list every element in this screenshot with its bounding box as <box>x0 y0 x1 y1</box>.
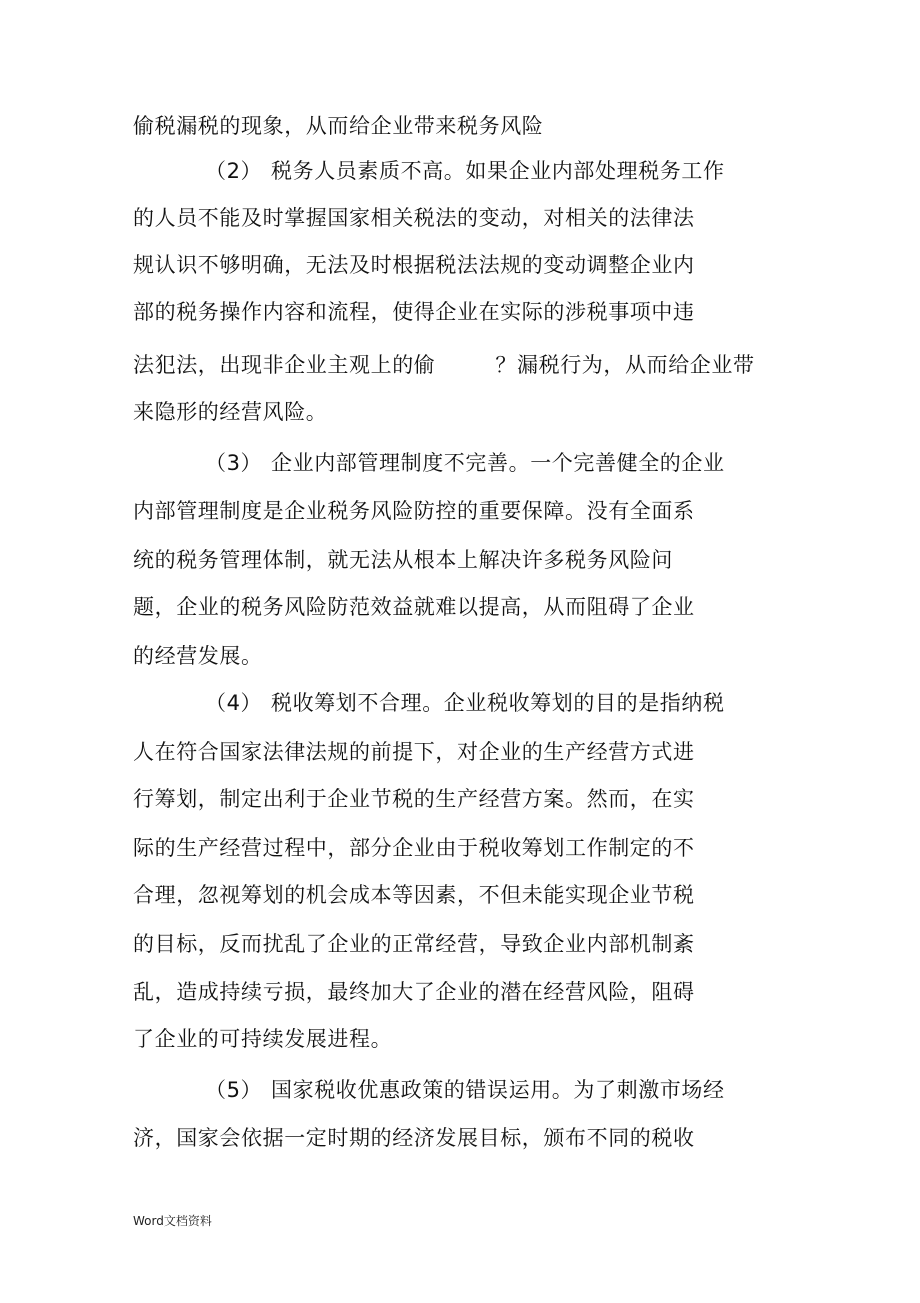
text-segment: 税务人员素质不高。如果企业内部处理税务工作 <box>271 159 725 183</box>
paragraph-number: （5） <box>205 1078 263 1102</box>
text-segment: 国家税收优惠政策的错误运用。为了刺激市场经 <box>271 1078 725 1102</box>
text-line: 际的生产经营过程中，部分企业由于税收筹划工作制定的不 <box>133 836 695 860</box>
text-line: 部的税务操作内容和流程，使得企业在实际的涉税事项中违 <box>133 300 695 324</box>
text-line: 济，国家会依据一定时期的经济发展目标，颁布不同的税收 <box>133 1126 695 1150</box>
text-line: 乱，造成持续亏损，最终加大了企业的潜在经营风险，阻碍 <box>133 980 695 1004</box>
text-line: 了企业的可持续发展进程。 <box>133 1027 393 1051</box>
text-line: 题，企业的税务风险防范效益就难以提高，从而阻碍了企业 <box>133 595 695 619</box>
paragraph-3-first-line <box>205 450 725 476</box>
paragraph-5-first-line <box>205 1077 725 1103</box>
paragraph-number: （3） <box>205 451 263 475</box>
text-segment: 税收筹划不合理。企业税收筹划的目的是指纳税 <box>271 691 725 715</box>
page-footer: Word文档资料 <box>133 1214 212 1228</box>
paragraph-number: （4） <box>205 691 263 715</box>
text-line: 内部管理制度是企业税务风险防控的重要保障。没有全面系 <box>133 499 695 523</box>
text-line: 的经营发展。 <box>133 644 263 668</box>
text-line: 来隐形的经营风险。 <box>133 400 328 424</box>
text-segment: 企业内部管理制度不完善。一个完善健全的企业 <box>271 451 725 475</box>
text-line: 合理，忽视筹划的机会成本等因素，不但未能实现企业节税 <box>133 883 695 907</box>
text-line <box>133 352 755 378</box>
text-line: 统的税务管理体制，就无法从根本上解决许多税务风险问 <box>133 548 673 572</box>
text-line: 规认识不够明确，无法及时根据税法法规的变动调整企业内 <box>133 253 695 277</box>
text-line: 的人员不能及时掌握国家相关税法的变动，对相关的法律法 <box>133 206 695 230</box>
paragraph-2-first-line <box>205 158 725 184</box>
text-line: 行筹划，制定出利于企业节税的生产经营方案。然而，在实 <box>133 787 695 811</box>
text-line: 的目标，反而扰乱了企业的正常经营，导致企业内部机制紊 <box>133 932 695 956</box>
paragraph-number: （2） <box>205 159 263 183</box>
text-line: 人在符合国家法律法规的前提下，对企业的生产经营方式进 <box>133 740 695 764</box>
text-line: 偷税漏税的现象，从而给企业带来税务风险 <box>133 114 544 138</box>
text-segment: 法犯法，出现非企业主观上的偷 <box>133 353 436 377</box>
paragraph-4-first-line <box>205 690 725 716</box>
text-segment: ？漏税行为，从而给企业带 <box>495 353 755 377</box>
